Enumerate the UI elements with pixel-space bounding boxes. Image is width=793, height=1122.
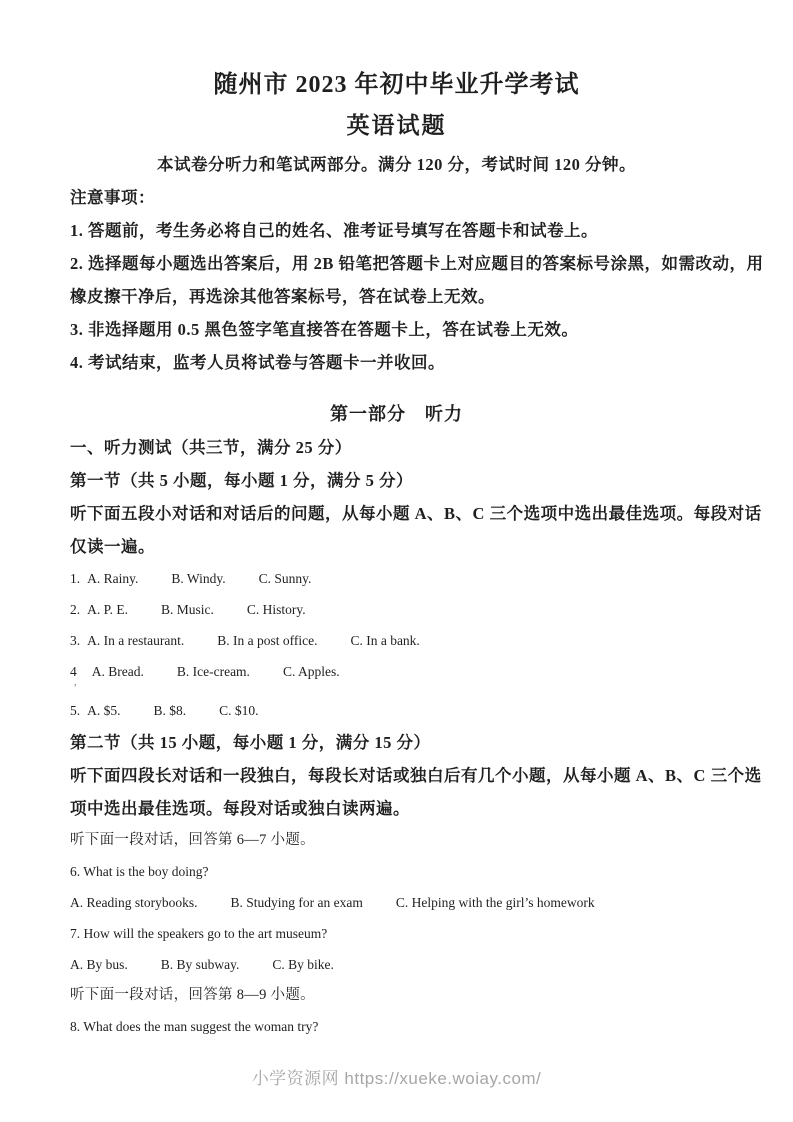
notice-item-2-line-1: 2. 选择题每小题选出答案后，用 2B 铅笔把答题卡上对应题目的答案标号涂黑，如需改动，用 (70, 254, 764, 273)
dialog-2-intro: 听下面一段对话，回答第 8—9 小题。 (70, 987, 315, 1003)
exam-title: 随州市 2023 年初中毕业升学考试 (213, 72, 580, 98)
section1-instruction-line-1: 听下面五段小对话和对话后的问题，从每小题 A、B、C 三个选项中选出最佳选项。每段对话 (70, 504, 762, 523)
question-7-options (70, 949, 723, 980)
question-5-option-a: A. $5. (87, 703, 121, 718)
section1-instruction-line-2: 仅读一遍。 (70, 537, 155, 556)
question-6-option-a: A. Reading storybooks. (70, 895, 198, 910)
exam-summary: 本试卷分听力和笔试两部分。满分 120 分，考试时间 120 分钟。 (157, 155, 636, 174)
question-3-option-b: B. In a post office. (217, 633, 318, 648)
question-5-option-c: C. $10. (219, 703, 259, 718)
question-4-option-a: A. Bread. (91, 664, 144, 679)
section2-instruction-line-2: 项中选出最佳选项。每段对话或独白读两遍。 (70, 799, 410, 818)
dialog-1-intro: 听下面一段对话，回答第 6—7 小题。 (70, 832, 315, 848)
question-1-option-a: A. Rainy. (87, 571, 139, 586)
listening-question-3 (70, 625, 723, 656)
watermark-footer: 小学资源网 https://xueke.woiay.com/ (251, 1069, 542, 1088)
listening-question-4 (70, 656, 723, 687)
question-3-option-a: A. In a restaurant. (87, 633, 185, 648)
section1-title: 第一节（共 5 小题，每小题 1 分，满分 5 分） (70, 471, 413, 490)
section2-title: 第二节（共 15 小题，每小题 1 分，满分 15 分） (70, 733, 431, 752)
question-4-option-b: B. Ice-cream. (176, 664, 250, 679)
question-6-stem: 6. What is the boy doing? (70, 864, 209, 879)
question-7-option-c: C. By bike. (272, 957, 334, 972)
part1-intro: 一、听力测试（共三节，满分 25 分） (70, 438, 352, 457)
exam-subtitle: 英语试题 (346, 113, 447, 138)
question-1-option-b: B. Windy. (171, 571, 226, 586)
listening-question-5 (70, 695, 723, 726)
notice-item-3: 3. 非选择题用 0.5 黑色签字笔直接答在答题卡上，答在试卷上无效。 (70, 320, 579, 339)
question-2-option-a: A. P. E. (87, 602, 129, 617)
question-3-number: 3. (70, 633, 81, 648)
question-7-stem: 7. How will the speakers go to the art museum? (70, 926, 328, 941)
question-8-stem: 8. What does the man suggest the woman try? (70, 1019, 319, 1034)
exam-content (0, 70, 793, 1042)
question-1-number: 1. (70, 571, 81, 586)
question-5-number: 5. (70, 703, 81, 718)
question-5-option-b: B. $8. (153, 703, 187, 718)
notice-item-4: 4. 考试结束，监考人员将试卷与答题卡一并收回。 (70, 353, 445, 372)
question-6-option-c: C. Helping with the girl’s homework (395, 895, 595, 910)
question-6-options (70, 887, 723, 918)
question-2-option-b: B. Music. (161, 602, 214, 617)
question-2-option-c: C. History. (246, 602, 306, 617)
scan-artifact-dot: , (74, 677, 77, 688)
question-7-option-a: A. By bus. (70, 957, 128, 972)
question-7-option-b: B. By subway. (160, 957, 240, 972)
listening-question-1 (70, 563, 723, 594)
question-6-option-b: B. Studying for an exam (230, 895, 363, 910)
notices-heading: 注意事项： (70, 188, 155, 207)
part1-heading: 第一部分 听力 (330, 404, 463, 424)
question-4-option-c: C. Apples. (282, 664, 340, 679)
question-2-number: 2. (70, 602, 81, 617)
question-3-option-c: C. In a bank. (350, 633, 420, 648)
notice-item-2-line-2: 橡皮擦干净后，再选涂其他答案标号，答在试卷上无效。 (70, 287, 495, 306)
notice-item-1: 1. 答题前，考生务必将自己的姓名、准考证号填写在答题卡和试卷上。 (70, 221, 598, 240)
section2-instruction-line-1: 听下面四段长对话和一段独白，每段长对话或独白后有几个小题，从每小题 A、B、C 三个选 (70, 766, 762, 785)
question-4-number: 4 (70, 664, 77, 679)
listening-question-2 (70, 594, 723, 625)
question-1-option-c: C. Sunny. (258, 571, 312, 586)
